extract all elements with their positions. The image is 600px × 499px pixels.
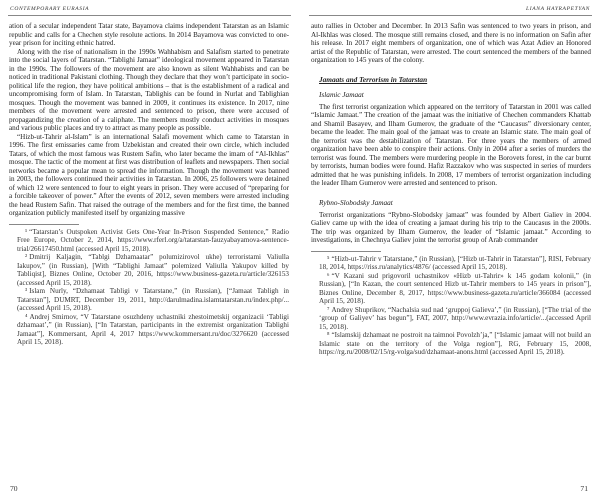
body-paragraph: “Hizb-ut-Tahrir al-Islam” is an international Salafi movement which came to Tatarstan in 1996. The first emissaries came from Uzbekistan and created their own circle, which included Tatars, of which the most famous was Rustem Safin, who later became the imam of “Al-Ikhlas” mosque. The tactic of the moment at first was distribution of leaflets and newspapers. Then social networks became a popular mean to spread the information. Though the movement was banned in 2003, the followers continued their activities in Tatarstan. In 2006, 25 followers were detained of which 12 were sentenced to four to eight years in prison. They were accused of “preparing for a forcible takeover of power.” After the events of 2012, seven members were arrested including the head Rustem Safin. That raised the outrage of the members and for the first time, the banned organization publicly manifested itself by organizing massive — [9, 132, 289, 217]
footnote: ⁵ “Hizb-ut-Tahrir v Tatarstane,” (in Russian), [“Hizb ut-Tahrir in Tatarstan”], RISI, February 18, 2014, https://riss.ru/analytics/4876/ (accessed April 15, 2018). — [319, 254, 591, 271]
right-page-column — [311, 22, 591, 357]
body-paragraph: ation of a secular independent Tatar state, Bayamova claims independent Tatarstan as an Islamic republic and calls for a Chechen style resolute actions. In 2014 Bayamova was convicted to one-year prison for inciting ethnic hatred. — [9, 22, 289, 47]
body-paragraph: The first terrorist organization which appeared on the territory of Tatarstan in 2001 was called “Islamic Jamaat.” The creation of the jamaat was the initiative of Chechen commanders Khattab and Shamil Basayev, and Ilham Gumerov, the graduate of the “Caucasus” diversionary center, became the leader. The main goal of the jamaat was to create an Islamic state. The main goal of the terrorist was the destabilization of Tatarstan. For three years the members of armed organization have been able to conspire their actions. Only in 2004 after a series of murders the terrorist was found. The members were murdering people in the Borovets forest, in the car burnt by terrorists, human bodies were found. Hafiz Razzakov who was suspected in series of murders admitted that he was punishing infidels. In 2008, 17 members of terrorist organization including the leader Ilham Gumerov were arrested and sentenced to prison. — [311, 102, 591, 187]
body-paragraph: auto rallies in October and December. In 2013 Safin was sentenced to two years in prison, and Al-Ikhlas was closed. The mosque still remains closed, and there is no information on Safin after his release. In 2017 eight members of organization, one of which was Azat Adiev an Honored artist of the Republic of Tatarstan, were arrested. The court sentenced the members of the banned organization to 145 years of the colony. — [311, 22, 591, 64]
footnote: ³ Islam Nurly, “Dzhamaat Tabligi v Tatarstane,” (in Russian), [“Jamaat Tabligh in Tatarstan”], DUMRT, December 19, 2011, http://darulmadina.islamtatarstan.ru/index.php/... (accessed April 15, 2018). — [17, 287, 289, 312]
footnote: ⁸ “Islamskij dzhamaat ne postroit na taimnoi Povolzh’ja,” [“Islamic jamaat will not build an Islamic state on the territory of the Volga region”], RG, February 15, 2008, https://rg.ru/2008/02/15/rg-volga/sud/dzhamaat-anons.html (accessed April 15, 2018). — [319, 331, 591, 356]
footnote: ⁷ Andrey Shuprikov, “Nachalsia sud nad ‘gruppoj Galieva’,” (in Russian), [“The trial of the ‘group of Galiyev’ has begun”], FAT, 2007, http://www.evrazia.info/article/...(accessed April 15, 2018). — [319, 305, 591, 331]
left-page-column — [9, 22, 289, 347]
footnote-rule — [9, 224, 79, 225]
page-number-right: 71 — [580, 484, 588, 493]
subheading-rybno-slobodsky: Rybno-Slobodsky Jamaat — [319, 197, 393, 207]
footnote: ⁶ “V Kazani sud prigovoril uchastnikov «Hizb ut-Tahrir» k 145 godam kolonii,” (in Russian), [“In Kazan, the court sentenced Hizb ut-Tahrir members to 145 years in prison”], Biznes Online, December 8, 2017, https://www.business-gazeta.ru/article/366084 (accessed April 15, 2018). — [319, 271, 591, 305]
body-paragraph: Terrorist organizations “Rybno-Slobodsky jamaat” was founded by Albert Galiev in 2004. Galiev came up with the idea of creating a jamaat during his trip to the Caucasus in the 2000s. The trip was organized by Ilham Gumerov, the leader of “Islamic jamaat.” According to investigations, in Chechnya Galiev joint the terrorist group of Arab commander — [311, 210, 591, 244]
footnote: ² Dmitrij Kaljagin, “Tablgi Dzhamaatar” polumizirovol ukhe) terroristami Valiulla Iakupov,” (in Russian), [With “Tablighi Jamaat” polemized Valiulla Yakupov killed by Tabliqist], Biznes Online, October 20, 2016, https://www.business-gazeta.ru/article/326153 (accessed April 15, 2018). — [17, 253, 289, 287]
page-number-left: 70 — [10, 484, 18, 493]
body-paragraph: Along with the rise of nationalism in the 1990s Wahhabism and Salafism started to penetrate into the social layers of Tatarstan. “Tablighi Jamaat” ideological movement appeared in Tatarstan in the 1990s. The followers of the movement are also known as silent Wahhabists and can be noticed in traditional Pakistani clothing. Though they declare that they won’t participate in socio-political life the region, they have political ambitions – that is the establishment of a radical and uncompromising form of Islam. In Tatarstan, Tablighis can be found in Nurlat and Tablighian mosques. Though the movement was banned in 2009, it continues its existence. In 2017, nine members of the movement were arrested and sentenced to prison, there were accused of propagandizing the creation of a caliphate. The members mostly conduct activities in mosques and various public places and try to attract as many people as possible. — [9, 47, 289, 132]
running-header-left: CONTEMPORARY EURASIA — [10, 6, 90, 12]
subheading-islamic-jamaat: Islamic Jamaat — [319, 89, 364, 99]
header-rule-left — [8, 15, 291, 16]
header-rule-right — [309, 15, 592, 16]
running-header-right: LIANA HAYRAPETYAN — [526, 6, 590, 12]
footnote-rule — [311, 251, 381, 252]
footnote: ⁴ Andrej Smirnov, “V Tatarstane osuzhdeny uchastniki zhestoimetskij organizacii ‘Tabligi dzhamaat’,” (in Russian), [“In Tatarstan, participants in the extremist organization Tablighi Jamaat”], Kommersant, April 4, 2017 https://www.kommersant.ru/doc/3276620 (accessed April 15, 2018). — [17, 312, 289, 346]
section-heading: Jamaats and Terrorism in Tatarstan — [319, 74, 428, 84]
footnote: ¹ “Tatarstan’s Outspoken Activist Gets One-Year In-Prison Suspended Sentence,” Radio Free Europe, October 2, 2014, https://www.rferl.org/a/tatarstan-fauzyabayamova-sentence-trial/26617450.html (accessed April 15, 2018). — [17, 227, 289, 253]
